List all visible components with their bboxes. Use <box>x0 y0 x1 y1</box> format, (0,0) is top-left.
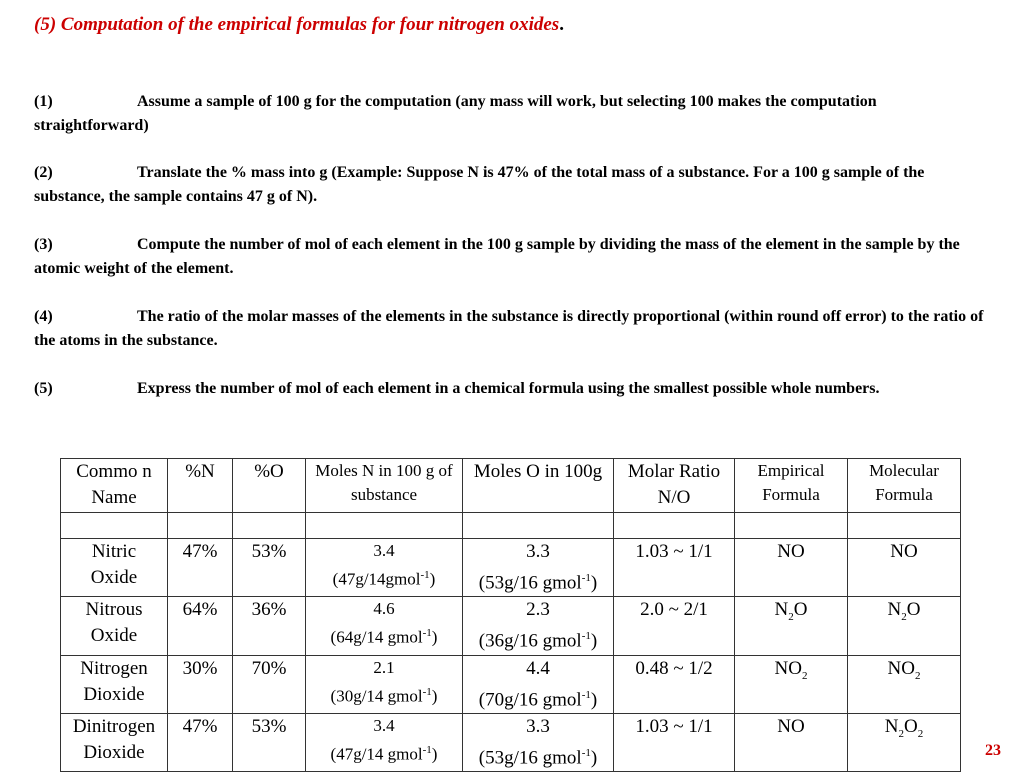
header-molar-ratio: Molar Ratio N/O <box>614 459 735 513</box>
slide-title: (5) Computation of the empirical formulas for four nitrogen oxides. <box>34 14 564 35</box>
molar-ratio-cell: 1.03 ~ 1/1 <box>614 713 735 771</box>
pct-o-cell: 53% <box>233 713 306 771</box>
step-3: (3) Compute the number of mol of each element in the 100 g sample by dividing the mass of the element in the sample by the atomic weight of the element. <box>34 236 960 277</box>
empirical-formula-cell: NO <box>735 539 848 597</box>
empty-cell <box>463 513 614 539</box>
molecular-formula-cell: NO <box>848 539 961 597</box>
empirical-formula-cell: $NO_2$ <box>735 655 848 713</box>
empty-cell <box>614 513 735 539</box>
empty-cell <box>306 513 463 539</box>
header-pct-o: %O <box>233 459 306 513</box>
empirical-formula-cell: $N_2O$ <box>735 597 848 655</box>
table-row <box>61 539 961 597</box>
oxide-name-cell: Dinitrogen Dioxide <box>61 713 168 771</box>
step-1: (1) Assume a sample of 100 g for the computation (any mass will work, but selecting 100 makes the computation straightforward) <box>34 93 877 134</box>
pct-n-cell: 47% <box>168 539 233 597</box>
moles-n-cell: 3.4 (47g/14gmol$^{-1}$) <box>306 539 463 597</box>
table-header-row <box>61 459 961 513</box>
moles-o-cell: 3.3 (53g/16 gmol$^{-1}$) <box>463 713 614 771</box>
molecular-formula-cell: $N_2O_2$ <box>848 713 961 771</box>
pct-o-cell: 53% <box>233 539 306 597</box>
molar-ratio-cell: 1.03 ~ 1/1 <box>614 539 735 597</box>
moles-o-cell: 3.3 (53g/16 gmol$^{-1}$) <box>463 539 614 597</box>
moles-n-cell: 2.1 (30g/14 gmol$^{-1}$) <box>306 655 463 713</box>
table-row <box>61 597 961 655</box>
molecular-formula-cell: $NO_2$ <box>848 655 961 713</box>
table-row <box>61 655 961 713</box>
pct-n-cell: 30% <box>168 655 233 713</box>
pct-n-cell: 47% <box>168 713 233 771</box>
pct-o-cell: 70% <box>233 655 306 713</box>
moles-o-cell: 4.4 (70g/16 gmol$^{-1}$) <box>463 655 614 713</box>
empty-cell <box>848 513 961 539</box>
oxide-name-cell: Nitrous Oxide <box>61 597 168 655</box>
step-5: (5) Express the number of mol of each element in a chemical formula using the smallest possible whole numbers. <box>34 380 880 397</box>
header-moles-o: Moles O in 100g <box>463 459 614 513</box>
moles-o-cell: 2.3 (36g/16 gmol$^{-1}$) <box>463 597 614 655</box>
header-common-name: Commo n Name <box>61 459 168 513</box>
molar-ratio-cell: 2.0 ~ 2/1 <box>614 597 735 655</box>
empty-cell <box>61 513 168 539</box>
oxide-name-cell: Nitrogen Dioxide <box>61 655 168 713</box>
header-empirical-formula: Empirical Formula <box>735 459 848 513</box>
pct-o-cell: 36% <box>233 597 306 655</box>
nitrogen-oxides-table <box>60 458 961 772</box>
empirical-formula-cell: NO <box>735 713 848 771</box>
page-number: 23 <box>985 742 1001 759</box>
moles-n-cell: 4.6 (64g/14 gmol$^{-1}$) <box>306 597 463 655</box>
empty-cell <box>233 513 306 539</box>
molar-ratio-cell: 0.48 ~ 1/2 <box>614 655 735 713</box>
empty-cell <box>735 513 848 539</box>
header-moles-n: Moles N in 100 g of substance <box>306 459 463 513</box>
moles-n-cell: 3.4 (47g/14 gmol$^{-1}$) <box>306 713 463 771</box>
pct-n-cell: 64% <box>168 597 233 655</box>
oxide-name-cell: Nitric Oxide <box>61 539 168 597</box>
header-molecular-formula: Molecular Formula <box>848 459 961 513</box>
table-row <box>61 713 961 771</box>
step-2: (2) Translate the % mass into g (Example: Suppose N is 47% of the total mass of a substance. For a 100 g sample of the substance, the sample contains 47 g of N). <box>34 164 925 205</box>
step-4: (4) The ratio of the molar masses of the elements in the substance is directly proportional (within round off error) to the ratio of the atoms in the substance. <box>34 308 984 349</box>
header-pct-n: %N <box>168 459 233 513</box>
molecular-formula-cell: $N_2O$ <box>848 597 961 655</box>
empty-cell <box>168 513 233 539</box>
empty-row <box>61 513 961 539</box>
